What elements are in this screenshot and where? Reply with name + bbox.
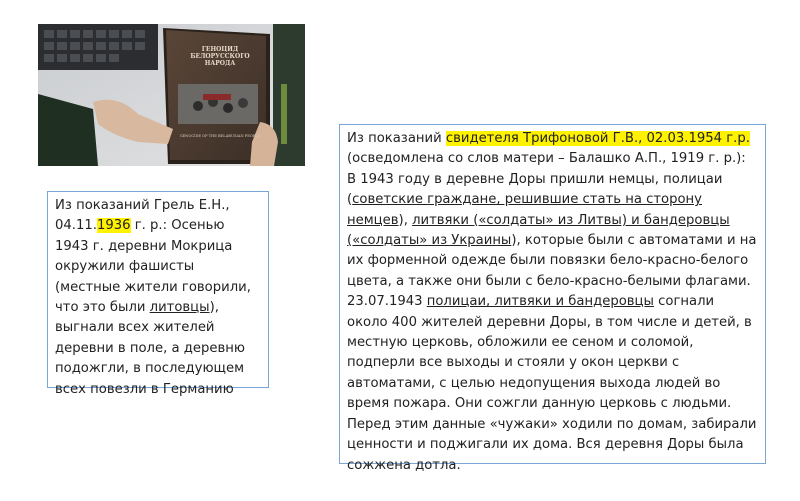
highlighted-year: 1936 xyxy=(96,218,131,234)
testimony-text: ), выгнали всех жителей деревни в поле, а деревню подожгли, в последующем всех повезли в Германию xyxy=(55,300,245,397)
underlined-phrase: полицаи, литвяки и бандеровцы xyxy=(426,294,654,310)
testimony-text: ), которые были с автоматами и на их форменной одежде были повязки бело-красно-белого цвета, а также они были с бело-красно-белыми флагами. 23.07.1943 xyxy=(347,233,757,310)
testimony-text: г. р.: Осенью 1943 г. деревни Мокрица окружили фашисты (местные жители говорили, что это были xyxy=(55,218,251,316)
testimony-text: ), xyxy=(398,212,413,228)
testimony-text: согнали около 400 жителей деревни Доры, в том числе и детей, в местную церковь, обложили ее сеном и соломой, подперли все выходы и стояли у окон церкви с автоматами, с целью недопущения выхода людей во время пожара. Они сожгли данную церковь с людьми. Перед этим данные «чужаки» ходили по домам, забирали ценности и поджигали их дома. Вся деревня Доры была сожжена дотла. xyxy=(347,294,757,473)
book-title: ГЕНОЦИД БЕЛОРУССКОГО НАРОДА xyxy=(190,46,250,67)
underlined-phrase: литовцы xyxy=(149,300,210,316)
underlined-phrase: литвяки («солдаты» из Литвы) и бандеровцы («солдаты» из Украины xyxy=(347,212,730,249)
testimony-grel xyxy=(47,191,269,397)
testimony-text: Из показаний Грель Е.Н., 04.11. xyxy=(55,198,230,234)
testimony-text: (осведомлена со слов матери – Балашко А.П., 1919 г. р.): В 1943 году в деревне Доры пришли немцы, полицаи ( xyxy=(347,151,746,208)
underlined-phrase: советские граждане, решившие стать на сторону немцев xyxy=(347,192,702,228)
book-subtitle: GENOCIDE OF THE BELARUSIAN PEOPLE xyxy=(179,134,261,138)
testimony-text: Из показаний xyxy=(347,131,446,146)
book-photo xyxy=(38,24,305,166)
testimony-trifonova xyxy=(339,124,766,473)
highlighted-witness: свидетеля Трифоновой Г.В., 02.03.1954 г.р. xyxy=(445,131,750,146)
